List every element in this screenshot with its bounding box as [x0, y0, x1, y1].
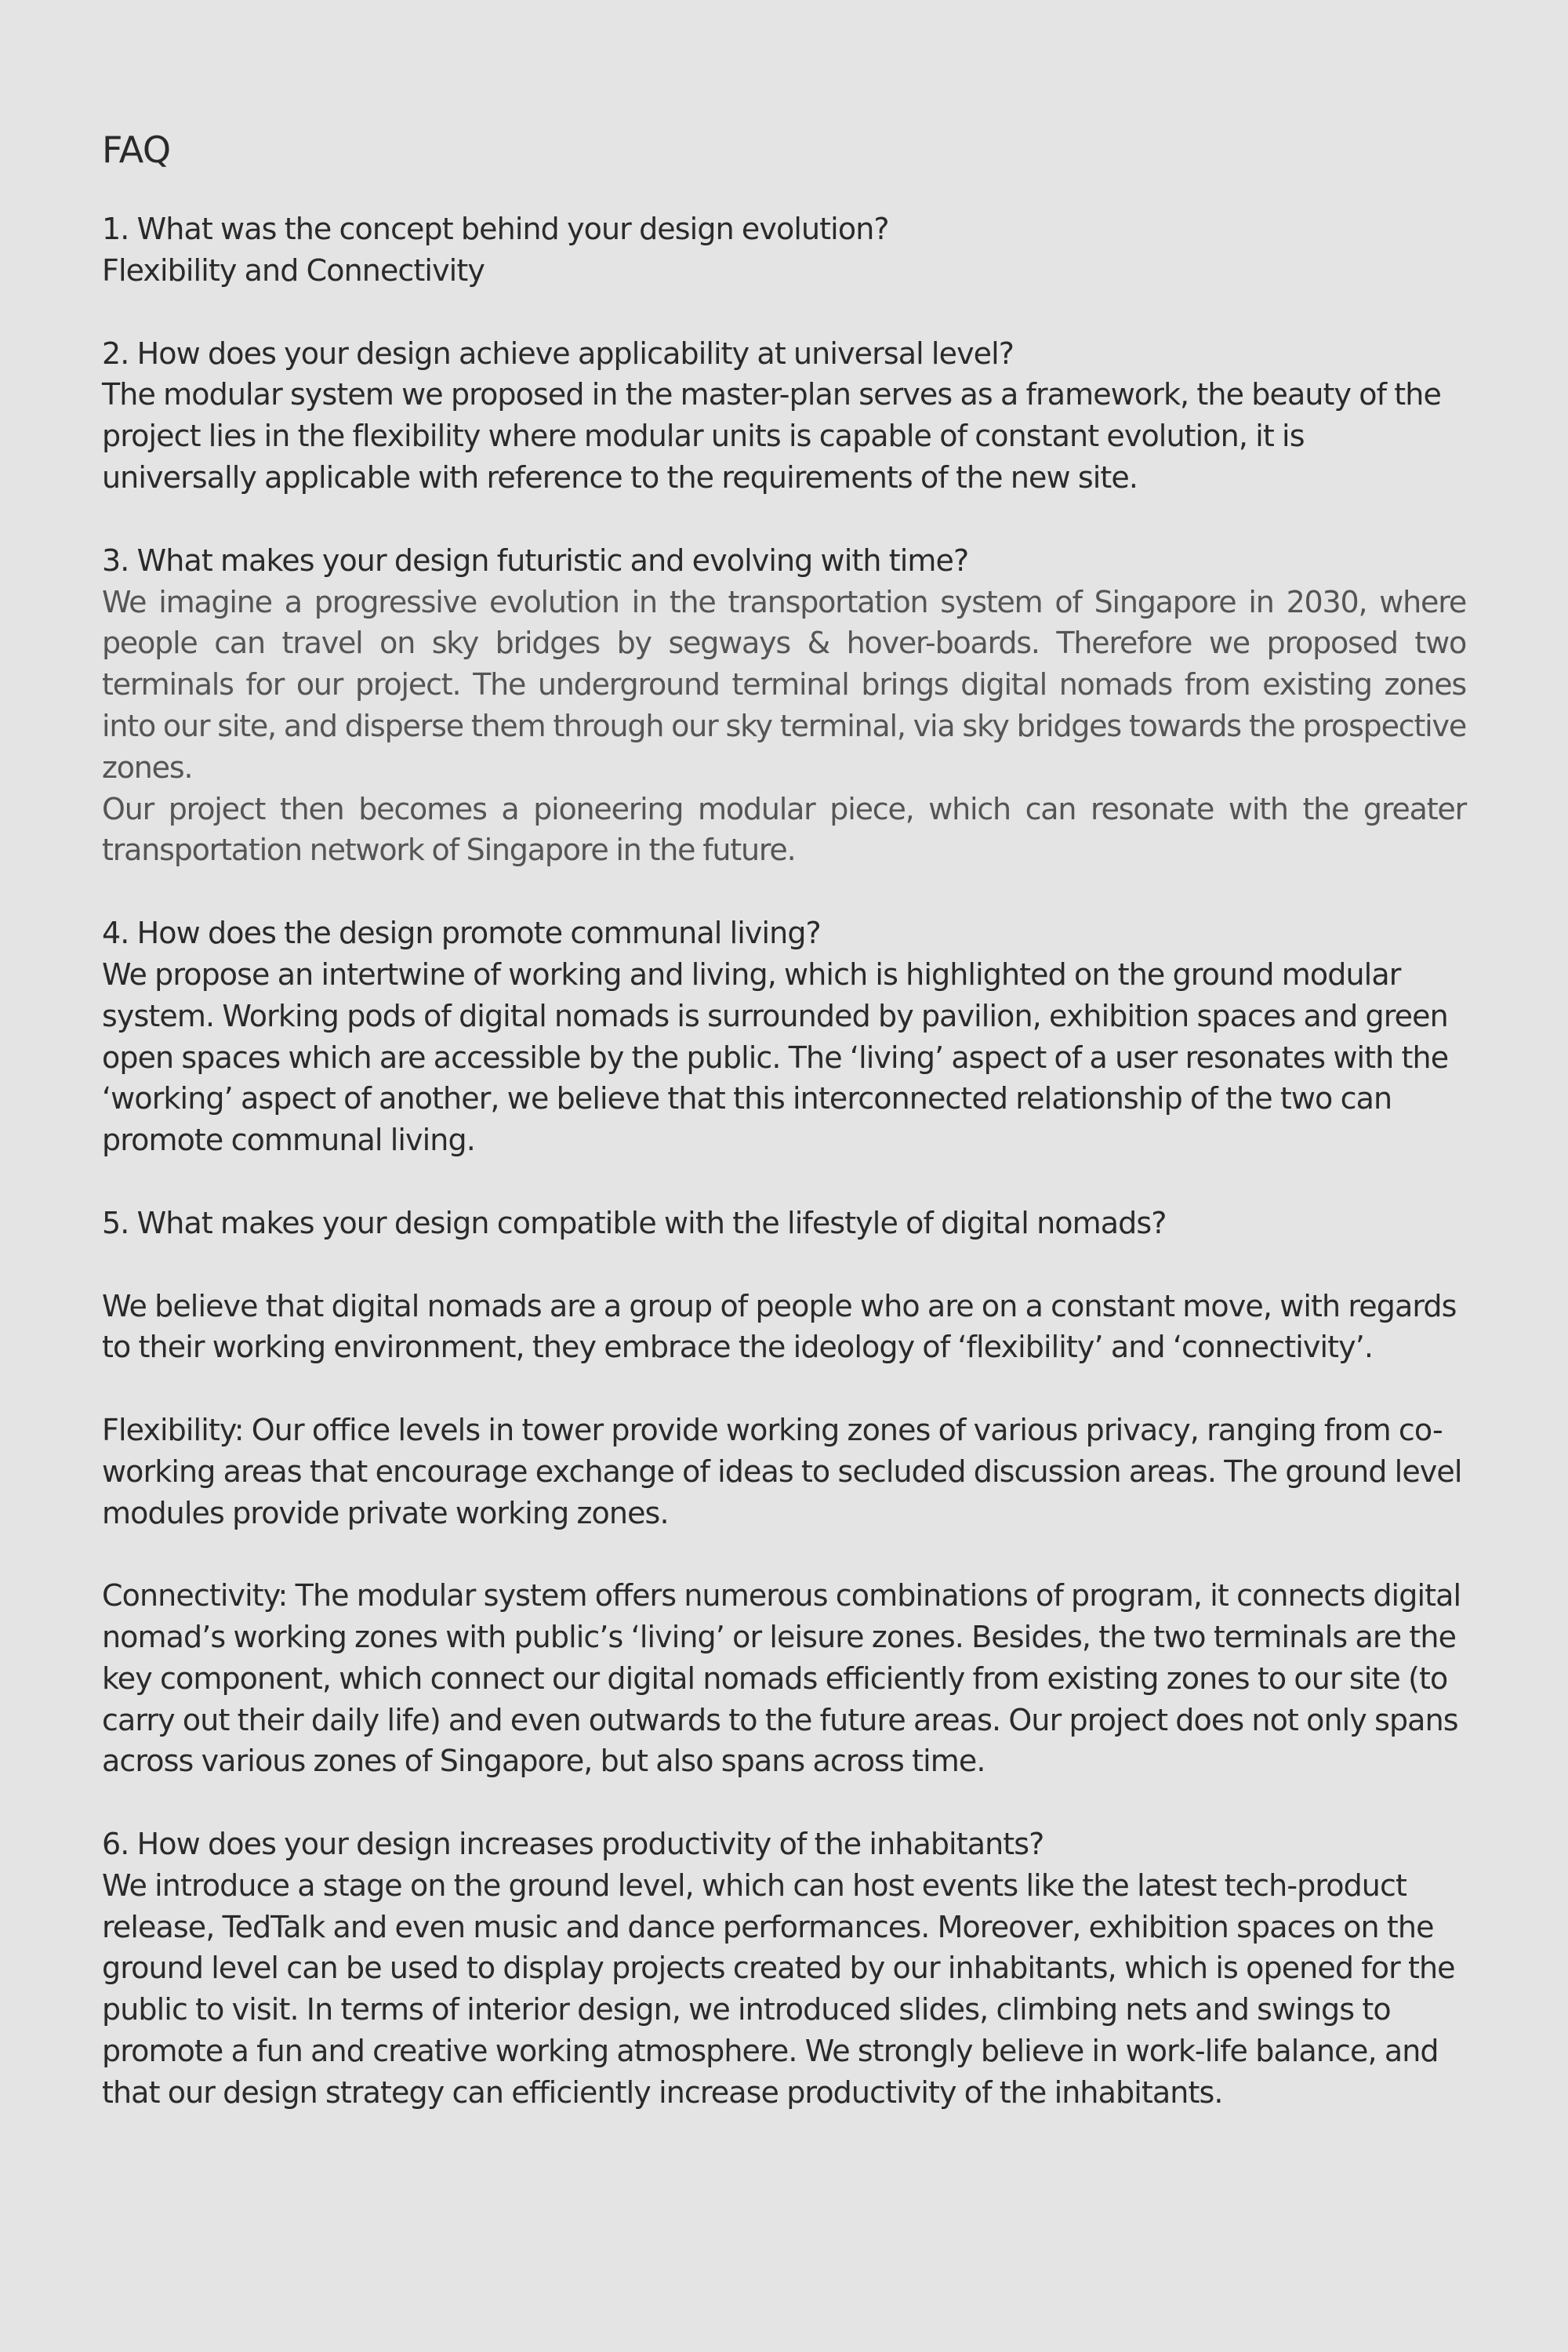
faq-item-6	[102, 1824, 1466, 2114]
faq-answer	[102, 1865, 1466, 2114]
faq-answer-paragraph: We believe that digital nomads are a group of people who are on a constant move, with regards to their working environment, they embrace the ideology of ‘flexibility’ and ‘connectivity’.	[102, 1288, 1457, 1365]
faq-answer-paragraph: Flexibility and Connectivity	[102, 252, 485, 288]
faq-answer-paragraph: The modular system we proposed in the master-plan serves as a framework, the beauty of the project lies in the flexibility where modular units is capable of constant evolution, it is universally applicable with reference to the requirements of the new site.	[102, 377, 1441, 495]
faq-question: 5. What makes your design compatible with the lifestyle of digital nomads?	[102, 1205, 1167, 1240]
faq-item-5	[102, 1203, 1466, 1782]
faq-answer-paragraph: We propose an intertwine of working and living, which is highlighted on the ground modular system. Working pods of digital nomads is surrounded by pavilion, exhibition spaces and green open spaces which are accessible by the public. The ‘living’ aspect of a user resonates with the ‘working’ aspect of another, we believe that this interconnected relationship of the two can promote communal living.	[102, 956, 1449, 1158]
faq-answer	[102, 374, 1466, 498]
page-title: FAQ	[102, 129, 171, 171]
faq-question: 4. How does the design promote communal living?	[102, 916, 821, 951]
faq-item-4	[102, 913, 1466, 1161]
faq-answer-paragraph: We imagine a progressive evolution in the transportation system of Singapore in 2030, where people can travel on sky bridges by segways & hover-boards. Therefore we proposed two terminals for our project. The underground terminal brings digital nomads from existing zones into our site, and disperse them through our sky terminal, via sky bridges towards the prospective zones.	[102, 584, 1466, 785]
faq-answer-paragraph: Flexibility: Our office levels in tower provide working zones of various privacy, ranging from co-working areas that encourage exchange of ideas to secluded discussion areas. The ground level modules provide private working zones.	[102, 1412, 1462, 1530]
faq-question: 3. What makes your design futuristic and evolving with time?	[102, 543, 969, 578]
faq-answer-paragraph: We introduce a stage on the ground level, which can host events like the latest tech-product release, TedTalk and even music and dance performances. Moreover, exhibition spaces on the ground level can be used to display projects created by our inhabitants, which is opened for the public to visit. In terms of interior design, we introduced slides, climbing nets and swings to promote a fun and creative working atmosphere. We strongly believe in work-life balance, and that our design strategy can efficiently increase productivity of the inhabitants.	[102, 1867, 1455, 2110]
faq-question: 1. What was the concept behind your design evolution?	[102, 212, 889, 246]
faq-answer-paragraph: Our project then becomes a pioneering modular piece, which can resonate with the greater transportation network of Singapore in the future.	[102, 791, 1466, 868]
faq-item-2	[102, 333, 1466, 499]
faq-answer	[102, 1286, 1466, 1783]
faq-question: 6. How does your design increases productivity of the inhabitants?	[102, 1827, 1044, 1862]
faq-item-3	[102, 540, 1466, 871]
faq-answer-paragraph: Connectivity: The modular system offers numerous combinations of program, it connects digital nomad’s working zones with public’s ‘living’ or leisure zones. Besides, the two terminals are the key component, which connect our digital nomads efficiently from existing zones to our site (to carry out their daily life) and even outwards to the future areas. Our project does not only spans across various zones of Singapore, but also spans across time.	[102, 1578, 1461, 1779]
faq-item-1	[102, 209, 1466, 292]
faq-answer	[102, 250, 1466, 292]
faq-question: 2. How does your design achieve applicability at universal level?	[102, 336, 1014, 371]
faq-answer	[102, 582, 1466, 872]
faq-answer	[102, 954, 1466, 1161]
